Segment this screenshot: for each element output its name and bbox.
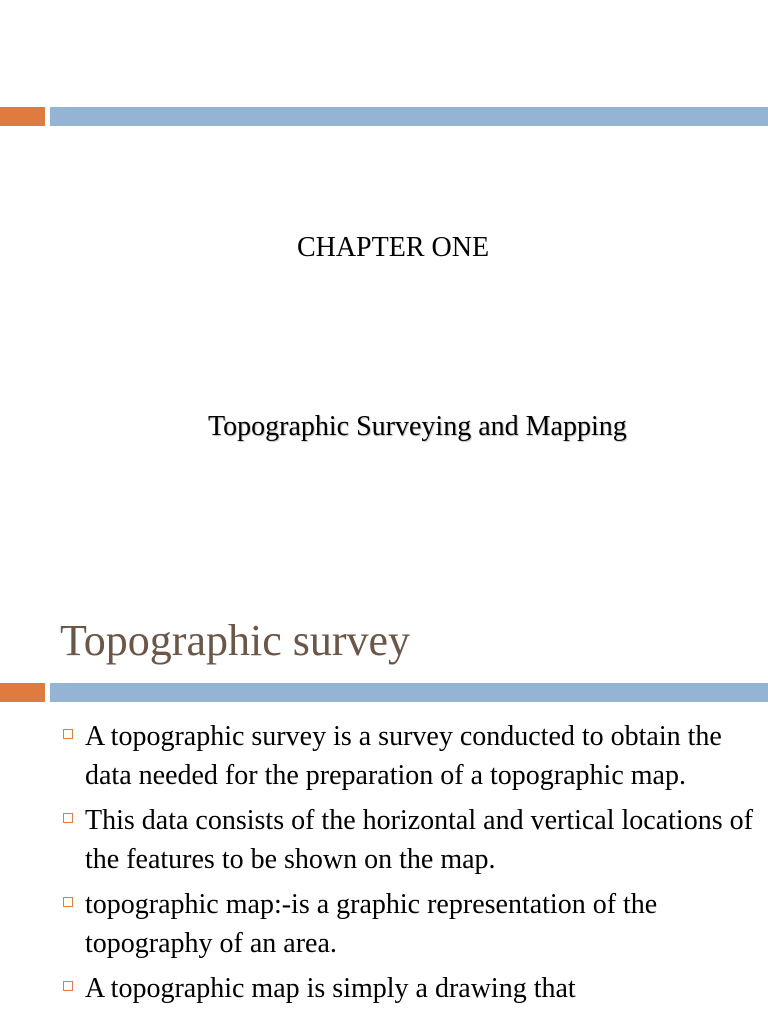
bullet-item xyxy=(60,885,760,963)
bullet-text: A topographic map is simply a drawing that xyxy=(85,973,576,1004)
bullet-item xyxy=(60,969,760,1008)
hollow-square-bullet-icon xyxy=(63,729,73,739)
accent-bar-orange-segment xyxy=(0,683,45,702)
chapter-subtitle: Topographic Surveying and Mapping xyxy=(208,411,627,442)
slide-accent-bar xyxy=(0,107,768,126)
accent-bar-blue-segment xyxy=(50,683,768,702)
bullet-text: A topographic survey is a survey conducted to obtain the data needed for the preparation of a topographic map. xyxy=(85,721,722,791)
slide-accent-bar xyxy=(0,683,768,702)
chapter-heading: CHAPTER ONE xyxy=(296,232,490,263)
content-slide xyxy=(0,600,768,1024)
hollow-square-bullet-icon xyxy=(63,813,73,823)
accent-bar-blue-segment xyxy=(50,107,768,126)
accent-bar-orange-segment xyxy=(0,107,45,126)
bullet-text: This data consists of the horizontal and vertical locations of the features to be shown on the map. xyxy=(85,805,753,875)
hollow-square-bullet-icon xyxy=(63,981,73,991)
slide-title: Topographic survey xyxy=(60,616,411,665)
bullet-item xyxy=(60,717,760,795)
bullet-item xyxy=(60,801,760,879)
bullet-list xyxy=(60,717,760,1014)
hollow-square-bullet-icon xyxy=(63,897,73,907)
bullet-text: topographic map:-is a graphic representation of the topography of an area. xyxy=(85,889,658,959)
